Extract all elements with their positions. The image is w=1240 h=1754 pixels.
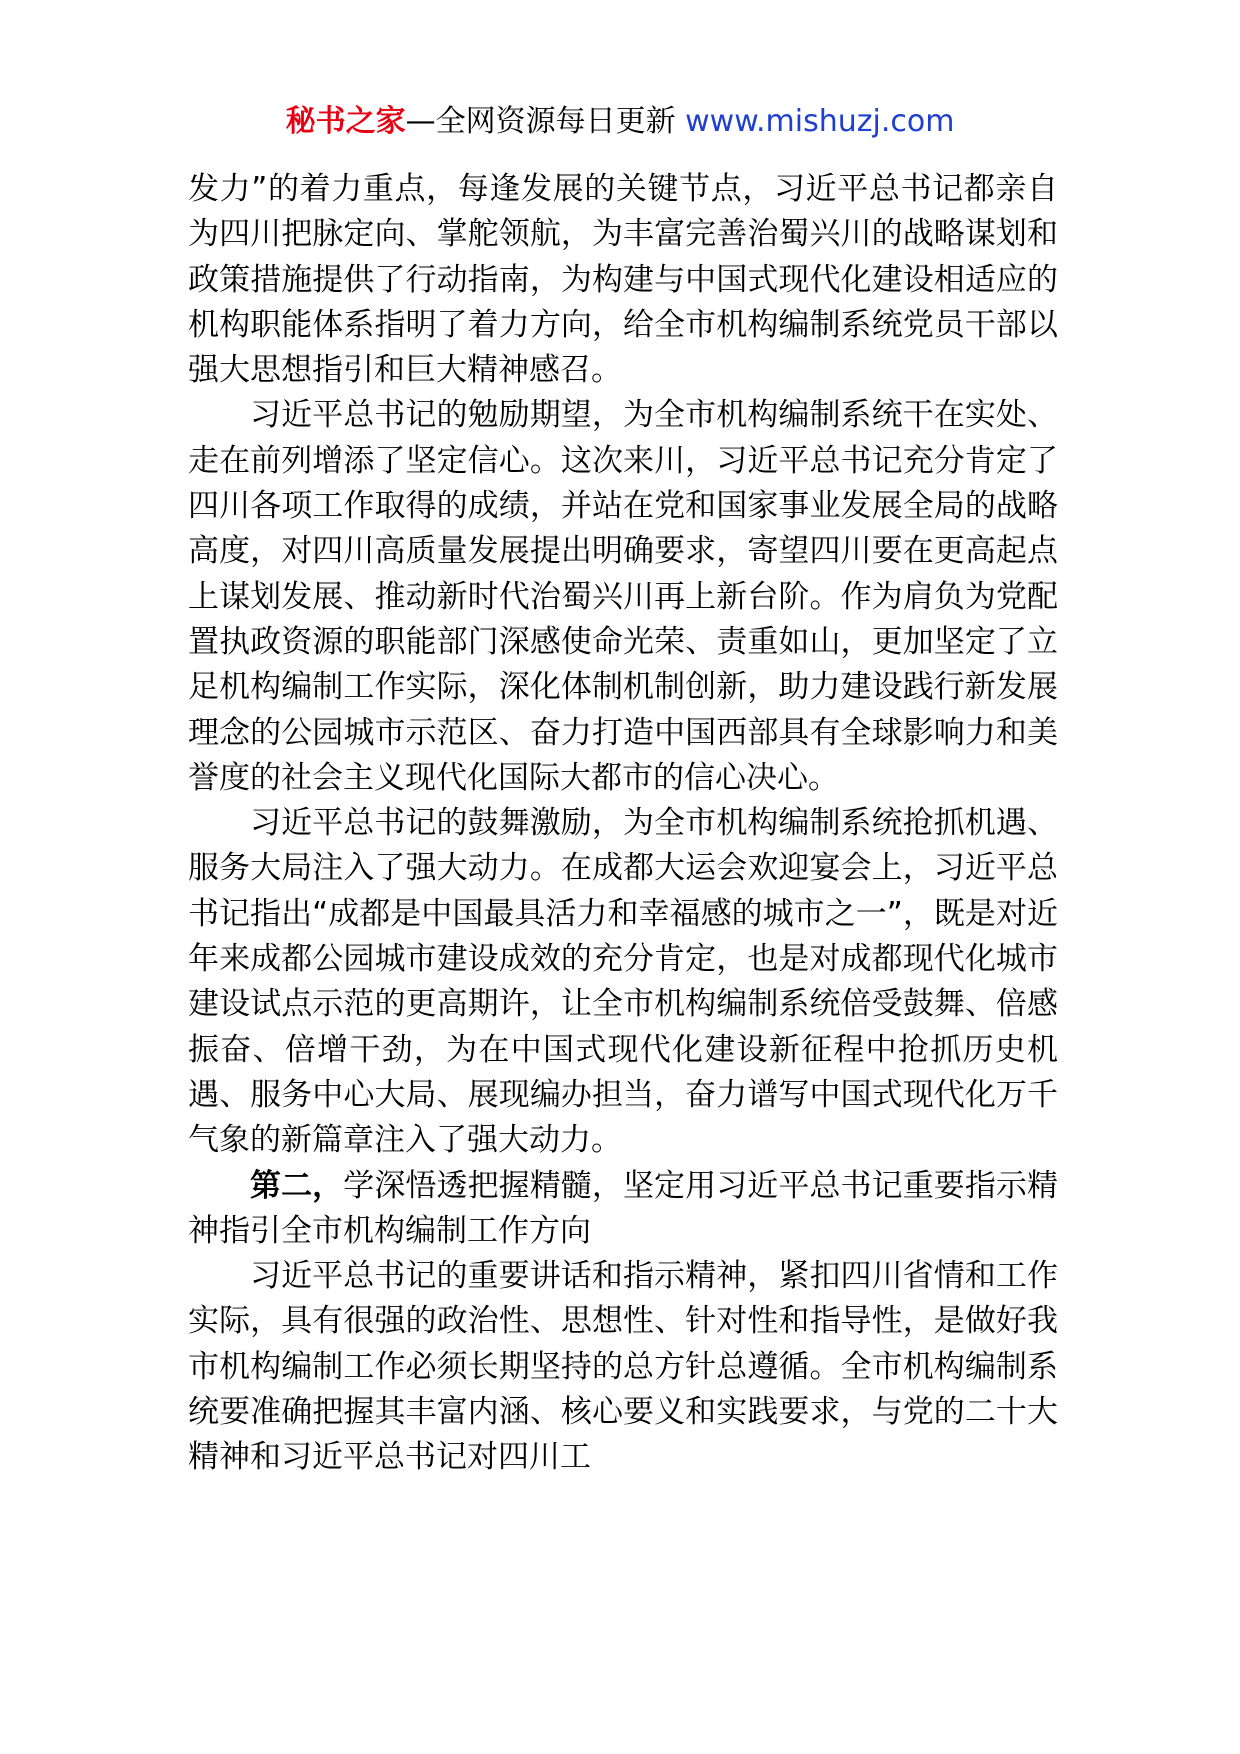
site-tagline: —全网资源每日更新: [405, 104, 686, 139]
paragraph-encouragement: 习近平总书记的勉励期望，为全市机构编制系统干在实处、走在前列增添了坚定信心。这次来川，习近平总书记充分肯定了四川各项工作取得的成绩，并站在党和国家事业发展全局的战略高度，对四川高质量发展提出明确要求，寄望四川要在更高起点上谋划发展、推动新时代治蜀兴川再上新台阶。作为肩负为党配置执政资源的职能部门深感使命光荣、责重如山，更加坚定了立足机构编制工作实际，深化体制机制创新，助力建设践行新发展理念的公园城市示范区、奋力打造中国西部具有全球影响力和美誉度的社会主义现代化国际大都市的信心决心。: [188, 397, 1058, 796]
paragraph-closing: 习近平总书记的重要讲话和指示精神，紧扣四川省情和工作实际，具有很强的政治性、思想性、针对性和指导性，是做好我市机构编制工作必须长期坚持的总方针总遵循。全市机构编制系统要准确把握其丰富内涵、核心要义和实践要求，与党的二十大精神和习近平总书记对四川工: [188, 1258, 1058, 1476]
paragraph-continuation: 发力”的着力重点，每逢发展的关键节点，习近平总书记都亲自为四川把脉定向、掌舵领航，为丰富完善治蜀兴川的战略谋划和政策措施提供了行动指南，为构建与中国式现代化建设相适应的机构职能体系指明了着力方向，给全市机构编制系统党员干部以强大思想指引和巨大精神感召。: [188, 171, 1058, 389]
site-header: [0, 100, 1240, 144]
section-heading-lead: 第二，: [250, 1167, 344, 1204]
section-heading-text: 学深悟透把握精髓，坚定用习近平总书记重要指示精神指引全市机构编制工作方向: [188, 1167, 1059, 1249]
site-brand: 秘书之家: [285, 104, 406, 139]
site-url-link[interactable]: www.mishuzj.com: [685, 104, 955, 139]
document-body: [188, 167, 1058, 1481]
paragraph-inspiration: 习近平总书记的鼓舞激励，为全市机构编制系统抢抓机遇、服务大局注入了强大动力。在成都大运会欢迎宴会上，习近平总书记指出“成都是中国最具活力和幸福感的城市之一”，既是对近年来成都公园城市建设成效的充分肯定，也是对成都现代化城市建设试点示范的更高期许，让全市机构编制系统倍受鼓舞、倍感振奋、倍增干劲，为在中国式现代化建设新征程中抢抓历史机遇、服务中心大局、展现编办担当，奋力谱写中国式现代化万千气象的新篇章注入了强大动力。: [188, 805, 1058, 1159]
section-heading-second: [188, 1164, 1058, 1255]
